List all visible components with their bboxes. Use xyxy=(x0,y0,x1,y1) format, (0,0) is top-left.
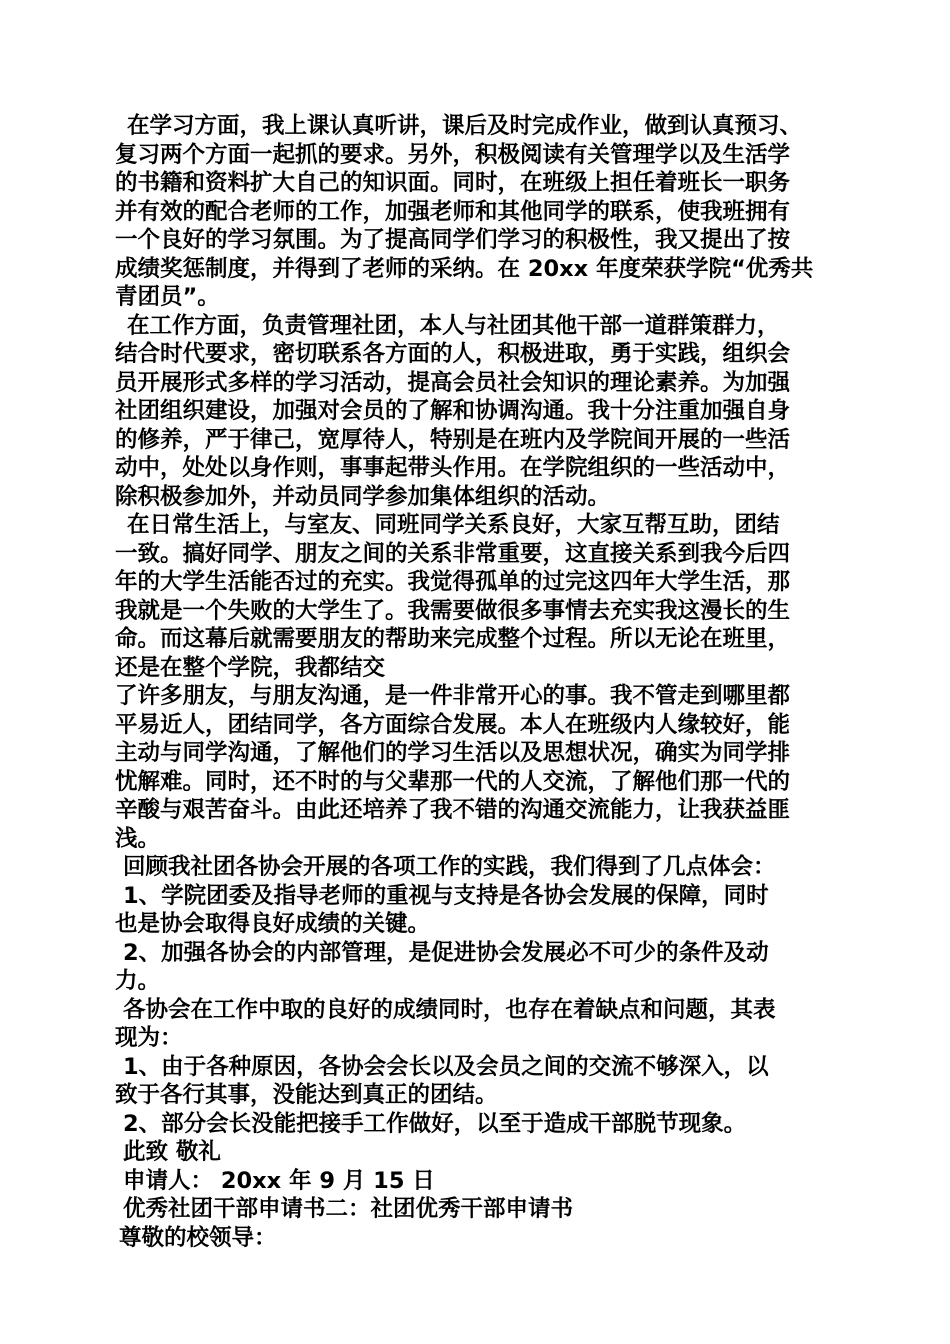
text-line: 并有效的配合老师的工作，加强老师和其他同学的联系，使我班拥有 xyxy=(115,198,791,225)
text-line: 一个良好的学习氛围。为了提高同学们学习的积极性，我又提出了按 xyxy=(115,227,791,253)
text-line: 1、由于各种原因，各协会会长以及会员之间的交流不够深入，以 xyxy=(123,1053,769,1080)
text-line: 回顾我社团各协会开展的各项工作的实践，我们得到了几点体会： xyxy=(123,854,776,880)
text-line: 在工作方面，负责管理社团，本人与社团其他干部一道群策群力， xyxy=(127,312,780,339)
text-line: 现为： xyxy=(115,1025,183,1051)
text-line: 的书籍和资料扩大自己的知识面。同时，在班级上担任着班长一职务 xyxy=(115,170,791,196)
text-line: 致于各行其事，没能达到真正的团结。 xyxy=(115,1082,498,1108)
text-line: 平易近人，团结同学，各方面综合发展。本人在班级内人缘较好，能 xyxy=(115,711,791,738)
text-line: 的修养，严于律己，宽厚待人，特别是在班内及学院间开展的一些活 xyxy=(115,426,791,453)
text-line: 社团组织建设，加强对会员的了解和协调沟通。我十分注重加强自身 xyxy=(115,398,791,424)
text-line: 主动与同学沟通，了解他们的学习生活以及思想状况，确实为同学排 xyxy=(115,740,791,766)
text-line: 在日常生活上，与室友、同班同学关系良好，大家互帮互助，团结 xyxy=(127,512,780,538)
text-line: 申请人： 20xx 年 9 月 15 日 xyxy=(123,1167,435,1194)
text-line: 一致。搞好同学、朋友之间的关系非常重要，这直接关系到我今后四 xyxy=(115,540,791,567)
text-line: 忧解难。同时，还不时的与父辈那一代的人交流，了解他们那一代的 xyxy=(115,768,791,795)
text-line: 力。 xyxy=(115,968,161,994)
text-line: 命。而这幕后就需要朋友的帮助来完成整个过程。所以无论在班里， xyxy=(115,626,791,652)
text-line: 辛酸与艰苦奋斗。由此还培养了我不错的沟通交流能力，让我获益匪 xyxy=(115,797,791,823)
text-line: 1、学院团委及指导老师的重视与支持是各协会发展的保障，同时 xyxy=(123,882,769,909)
document-page xyxy=(115,112,840,1252)
text-line: 也是协会取得良好成绩的关键。 xyxy=(115,911,431,937)
text-line: 员开展形式多样的学习活动，提高会员社会知识的理论素养。为加强 xyxy=(115,369,791,396)
text-line: 我就是一个失败的大学生了。我需要做很多事情去充实我这漫长的生 xyxy=(115,597,791,624)
text-line: 浅。 xyxy=(115,825,161,852)
text-line: 尊敬的校领导： xyxy=(119,1224,277,1251)
text-line: 2、加强各协会的内部管理，是促进协会发展必不可少的条件及动 xyxy=(123,939,769,966)
text-line: 动中，处处以身作则，事事起带头作用。在学院组织的一些活动中， xyxy=(115,455,791,481)
text-line: 还是在整个学院，我都结交 xyxy=(115,654,386,681)
text-line: 了许多朋友，与朋友沟通，是一件非常开心的事。我不管走到哪里都 xyxy=(115,683,791,709)
text-line: 结合时代要求，密切联系各方面的人，积极进取，勇于实践，组织会 xyxy=(115,341,791,367)
text-line: 在学习方面，我上课认真听讲，课后及时完成作业，做到认真预习、 xyxy=(127,113,803,139)
text-line: 优秀社团干部申请书二：社团优秀干部申请书 xyxy=(123,1196,574,1222)
text-line: 2、部分会长没能把接手工作做好，以至于造成干部脱节现象。 xyxy=(123,1110,747,1137)
text-line: 除积极参加外，并动员同学参加集体组织的活动。 xyxy=(115,483,611,510)
text-line: 此致 敬礼 xyxy=(123,1139,221,1165)
text-line: 各协会在工作中取的良好的成绩同时，也存在着缺点和问题，其表 xyxy=(123,996,776,1023)
text-line: 复习两个方面一起抓的要求。另外，积极阅读有关管理学以及生活学 xyxy=(115,141,791,168)
text-line: 成绩奖惩制度，并得到了老师的采纳。在 20xx 年度荣获学院“优秀共 xyxy=(115,255,814,282)
text-line: 青团员”。 xyxy=(115,284,220,310)
text-line: 年的大学生活能否过的充实。我觉得孤单的过完这四年大学生活，那 xyxy=(115,569,791,595)
